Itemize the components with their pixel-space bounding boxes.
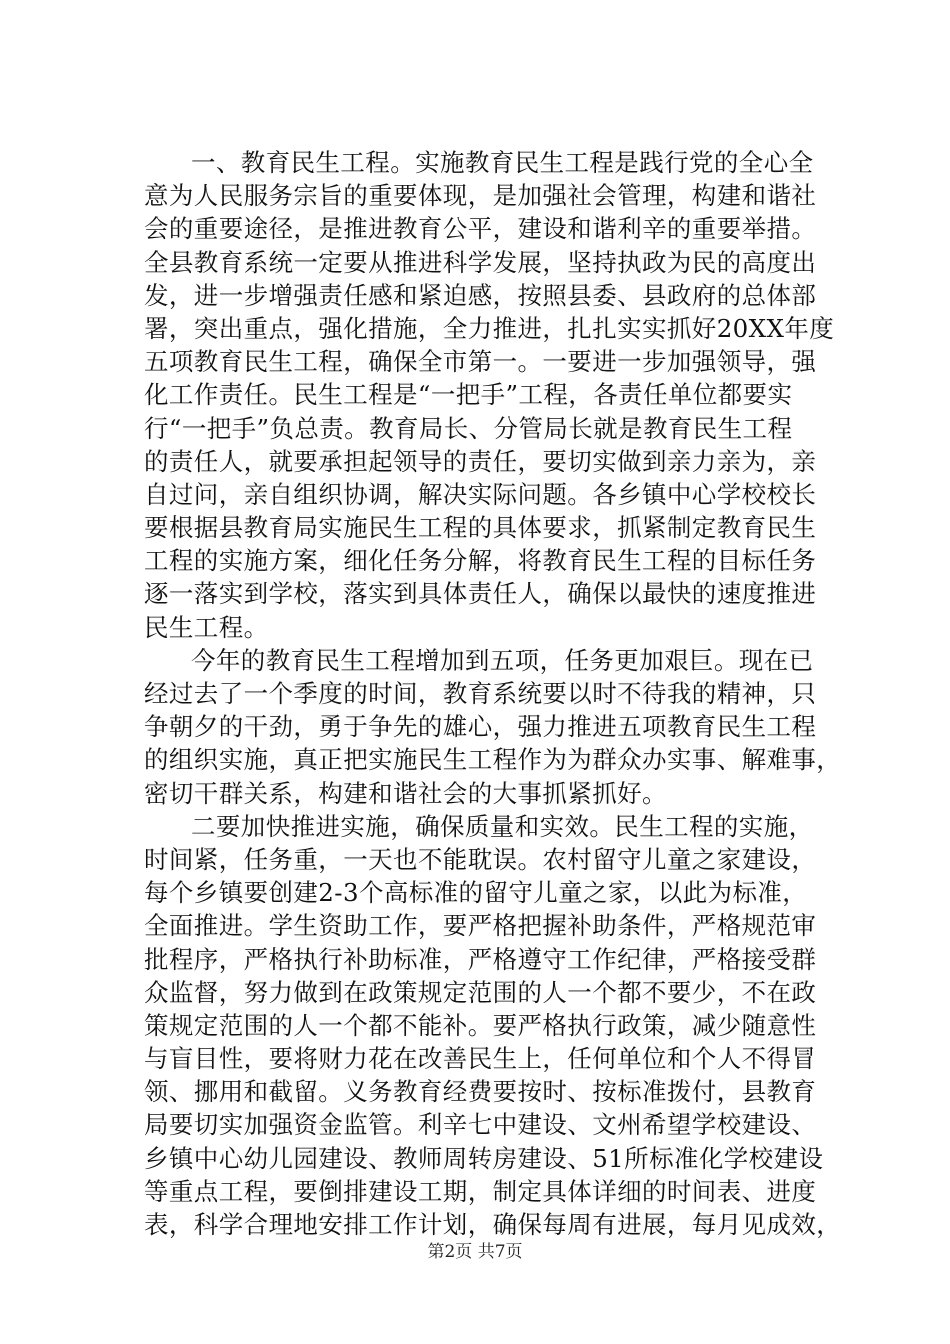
text-line: 局要切实加强资金监管。利辛七中建设、文州希望学校建设、 <box>144 1110 817 1140</box>
document-body <box>144 146 844 1241</box>
text-line: 的组织实施，真正把实施民生工程作为为群众办实事、解难事， <box>144 745 842 775</box>
text-line: 每个乡镇要创建2-3个高标准的留守儿童之家，以此为标准， <box>144 878 808 908</box>
text-line: 化工作责任。民生工程是“一把手”工程，各责任单位都要实 <box>144 380 793 410</box>
text-line: 今年的教育民生工程增加到五项，任务更加艰巨。现在已 <box>191 645 814 675</box>
text-line: 一、教育民生工程。实施教育民生工程是践行党的全心全 <box>191 148 814 177</box>
text-line: 策规定范围的人一个都不能补。要严格执行政策，减少随意性 <box>144 1010 817 1040</box>
text-line: 与盲目性，要将财力花在改善民生上，任何单位和个人不得冒 <box>144 1044 817 1074</box>
text-line: 工程的实施方案，细化任务分解，将教育民生工程的目标任务 <box>144 546 817 576</box>
text-line: 会的重要途径，是推进教育公平，建设和谐利辛的重要举措。 <box>144 214 817 244</box>
text-line: 众监督，努力做到在政策规定范围的人一个都不要少，不在政 <box>144 977 817 1007</box>
text-line: 署，突出重点，强化措施，全力推进，扎扎实实抓好20XX年度 <box>144 313 835 343</box>
text-line: 表，科学合理地安排工作计划，确保每周有进展，每月见成效， <box>144 1210 842 1239</box>
text-line: 自过问，亲自组织协调，解决实际问题。各乡镇中心学校校长 <box>144 479 817 509</box>
text-line: 争朝夕的干劲，勇于争先的雄心，强力推进五项教育民生工程 <box>144 712 817 742</box>
text-line: 经过去了一个季度的时间，教育系统要以时不待我的精神，只 <box>144 679 817 708</box>
text-line: 的责任人，就要承担起领导的责任，要切实做到亲力亲为，亲 <box>144 446 817 476</box>
text-line: 二要加快推进实施，确保质量和实效。民生工程的实施， <box>191 811 814 841</box>
text-line: 等重点工程，要倒排建设工期，制定具体详细的时间表、进度 <box>144 1176 817 1206</box>
text-line: 五项教育民生工程，确保全市第一。一要进一步加强领导，强 <box>144 347 817 377</box>
text-line: 行“一把手”负总责。教育局长、分管局长就是教育民生工程 <box>144 413 793 443</box>
page-footer: 第2页 共7页 <box>427 1242 523 1262</box>
text-line: 全面推进。学生资助工作，要严格把握补助条件，严格规范审 <box>144 911 817 941</box>
text-line: 密切干群关系，构建和谐社会的大事抓紧抓好。 <box>144 778 667 808</box>
text-line: 乡镇中心幼儿园建设、教师周转房建设、51所标准化学校建设 <box>144 1143 824 1173</box>
text-line: 领、挪用和截留。义务教育经费要按时、按标准拨付，县教育 <box>144 1077 817 1107</box>
text-line: 批程序，严格执行补助标准，严格遵守工作纪律，严格接受群 <box>144 944 817 974</box>
text-line: 要根据县教育局实施民生工程的具体要求，抓紧制定教育民生 <box>144 513 817 543</box>
text-line: 发，进一步增强责任感和紧迫感，按照县委、县政府的总体部 <box>144 280 817 310</box>
text-line: 意为人民服务宗旨的重要体现，是加强社会管理，构建和谐社 <box>144 181 817 211</box>
text-line: 逐一落实到学校，落实到具体责任人，确保以最快的速度推进 <box>144 579 817 609</box>
text-line: 时间紧，任务重，一天也不能耽误。农村留守儿童之家建设， <box>144 844 817 874</box>
text-line: 全县教育系统一定要从推进科学发展，坚持执政为民的高度出 <box>144 247 817 277</box>
text-line: 民生工程。 <box>144 612 269 642</box>
